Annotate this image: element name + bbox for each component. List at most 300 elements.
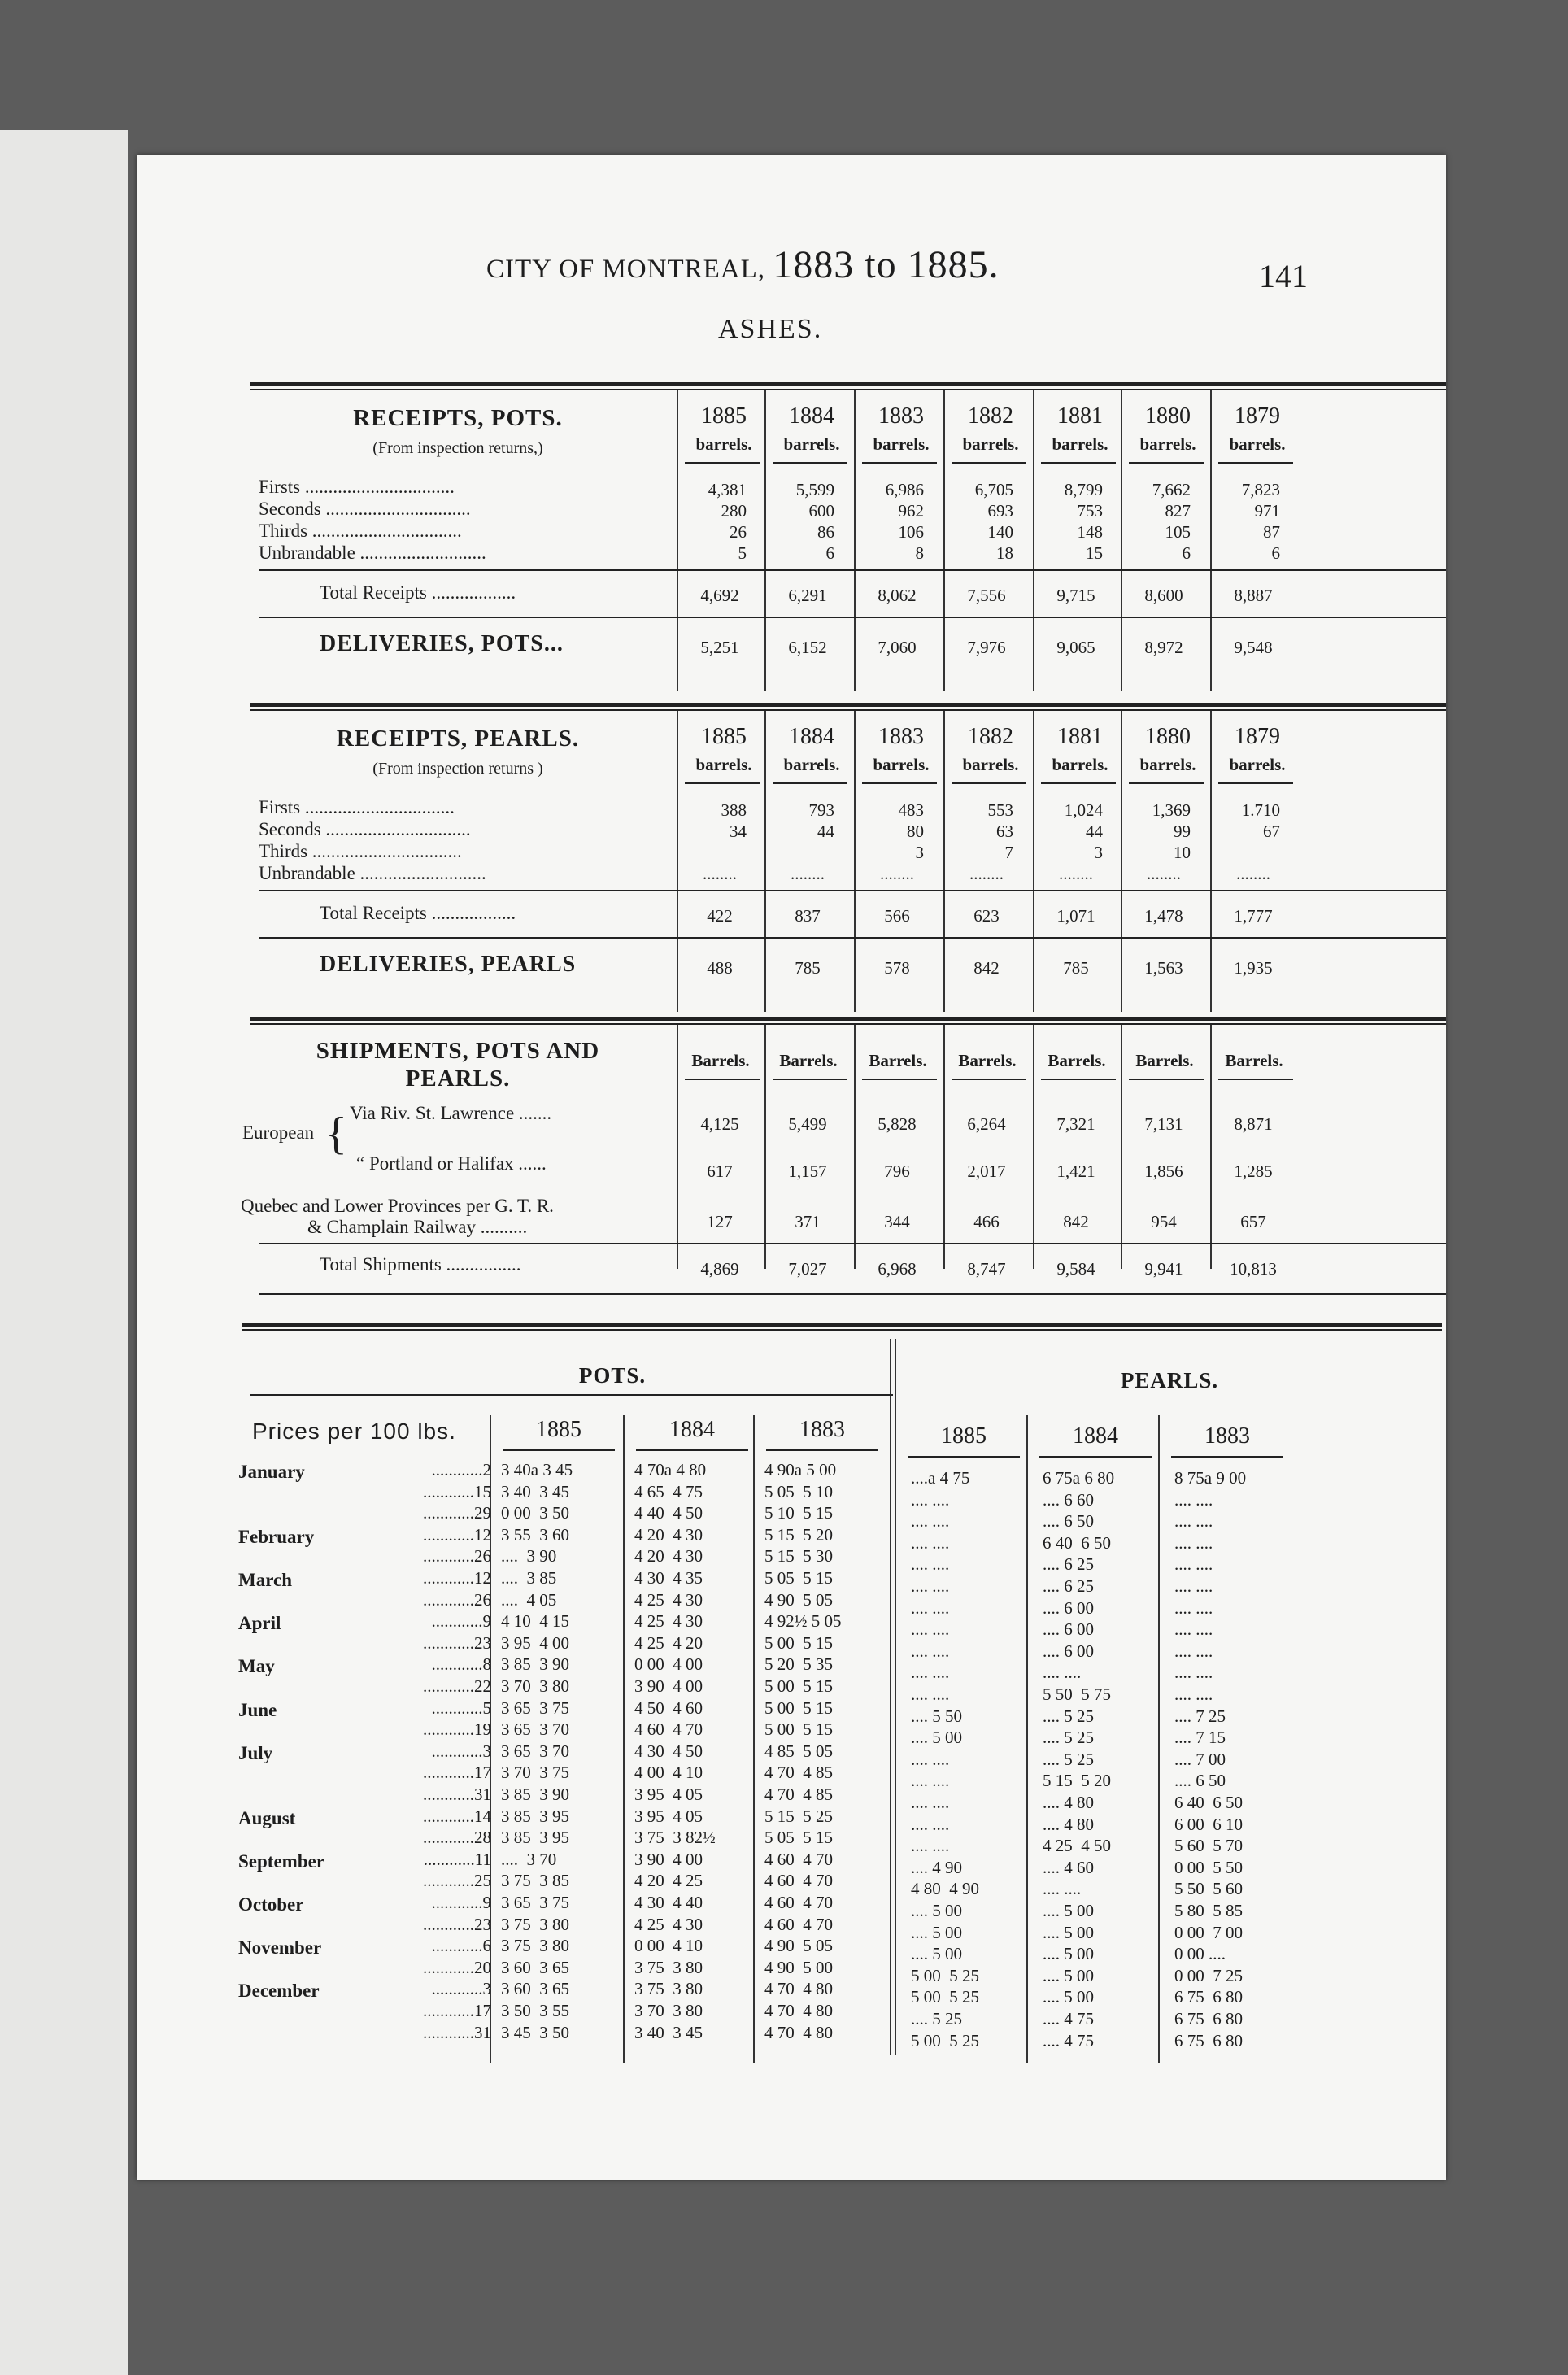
- receipts_pots-subtitle: (From inspection returns,): [372, 439, 543, 457]
- receipts_pearls-cell: 67: [1263, 821, 1280, 841]
- pots-price-cell: 3 65 3 70: [501, 1719, 569, 1740]
- receipts_pots-total: 8,600: [1144, 586, 1183, 605]
- pots-price-cell: 3 70 3 80: [501, 1676, 569, 1696]
- pots-price-cell: 3 95 4 00: [501, 1632, 569, 1653]
- shipments-unit: Barrels.: [958, 1051, 1017, 1070]
- pearls-year-underline: [1171, 1456, 1283, 1458]
- receipts_pots-total-label: Total Receipts ..................: [320, 582, 516, 603]
- receipts_pots-cell: 8: [915, 543, 924, 563]
- pots-price-cell: 3 40 3 45: [501, 1481, 569, 1501]
- price-day: ............20: [423, 1957, 491, 1977]
- shipment-cell: 127: [707, 1212, 733, 1231]
- shipments-unit-underline: [685, 1079, 760, 1080]
- pots-price-cell: 4 30 4 40: [634, 1893, 703, 1912]
- receipts_pearls-unit: barrels.: [695, 755, 752, 774]
- receipts_pearls-cell: 34: [730, 821, 747, 841]
- pots-pearls-divider: [890, 1339, 891, 2055]
- pearls-price-cell: .... 5 25: [1043, 1728, 1094, 1748]
- pots-price-cell: 5 00 5 15: [764, 1719, 833, 1740]
- pearls-price-cell: 6 75 6 80: [1174, 1987, 1243, 2007]
- receipts_pots-cell: 4,381: [708, 480, 747, 499]
- shipments-unit: Barrels.: [1048, 1051, 1106, 1070]
- pearls-price-cell: .... ....: [911, 1554, 950, 1575]
- price-day: ............3: [431, 1979, 491, 1999]
- receipts_pearls-delivery: 578: [884, 958, 910, 978]
- pots-price-cell: 4 25 4 30: [634, 1914, 703, 1934]
- receipts_pearls-row-label-unbrandable: Unbrandable ...........................: [259, 863, 486, 883]
- receipts_pearls-unit: barrels.: [1229, 755, 1286, 774]
- pots-price-cell: 4 70a 4 80: [634, 1460, 707, 1479]
- receipts_pots-unit-underline: [862, 462, 937, 464]
- pearls-price-cell: .... 6 25: [1043, 1576, 1094, 1596]
- pots-price-cell: 5 05 5 15: [764, 1828, 833, 1848]
- receipts_pearls-deliveries-label: DELIVERIES, PEARLS: [320, 952, 577, 977]
- receipts_pearls-delivery: 488: [707, 958, 733, 978]
- receipts_pearls-total: 837: [795, 906, 821, 926]
- price-month-april: April: [238, 1613, 281, 1634]
- pots-price-cell: 4 60 4 70: [764, 1849, 833, 1869]
- pots-price-cell: 4 25 4 20: [634, 1632, 703, 1653]
- receipts_pearls-col-rule: [1121, 711, 1122, 1012]
- price-day: ............25: [423, 1871, 491, 1891]
- shipments-total: 6,968: [878, 1259, 917, 1279]
- receipts_pearls-unit: barrels.: [962, 755, 1019, 774]
- receipts_pearls-row-label-seconds: Seconds ...............................: [259, 819, 471, 839]
- receipts_pearls-cell: 10: [1174, 843, 1191, 862]
- shipments-total: 9,941: [1144, 1259, 1183, 1279]
- receipts_pots-col-rule: [1210, 390, 1212, 691]
- receipts_pots-cell: 6: [825, 543, 834, 563]
- pots-price-cell: 4 90 5 05: [764, 1589, 833, 1610]
- receipts_pots-total-rule: [259, 569, 1446, 571]
- pearls-price-cell: .... 6 00: [1043, 1641, 1094, 1661]
- pearls-price-cell: .... 4 90: [911, 1857, 962, 1877]
- receipts_pots-unit-underline: [1041, 462, 1116, 464]
- pearls-price-cell: .... ....: [911, 1749, 950, 1769]
- receipts_pearls-col-rule: [854, 711, 856, 1012]
- price-month-january: January: [238, 1462, 305, 1482]
- receipts_pots-year-1883: 1883: [878, 403, 924, 429]
- pots-price-cell: 4 00 4 10: [634, 1763, 703, 1783]
- pearls-year-underline: [1039, 1456, 1152, 1458]
- pearls-price-cell: ....a 4 75: [911, 1468, 970, 1488]
- receipts_pots-cell: 148: [1077, 522, 1103, 542]
- shipment-cell: 344: [884, 1212, 910, 1231]
- pots-year-underline: [503, 1449, 615, 1451]
- price-day: ............14: [423, 1806, 491, 1826]
- receipts_pots-delivery: 6,152: [788, 638, 827, 657]
- prices-top-rule-2: [242, 1329, 1442, 1331]
- receipts_pearls-delivery: 785: [795, 958, 821, 978]
- shipment-cell: 1,157: [788, 1161, 827, 1181]
- price-month-september: September: [238, 1850, 325, 1872]
- receipts_pearls-total: 1,071: [1056, 906, 1095, 926]
- price-day: ............15: [423, 1481, 491, 1501]
- pots-price-cell: 3 60 3 65: [501, 1957, 569, 1977]
- pots-price-cell: .... 3 90: [501, 1546, 557, 1567]
- pots-price-cell: 3 85 3 90: [501, 1785, 569, 1804]
- pots-price-cell: 4 30 4 35: [634, 1568, 703, 1588]
- pearls-price-cell: .... ....: [1174, 1511, 1213, 1532]
- receipts_pearls-cell: 7: [1004, 843, 1013, 862]
- receipts_pearls-total: 1,777: [1234, 906, 1273, 926]
- shipment-cell: 5,828: [878, 1114, 917, 1134]
- pots-price-cell: 3 45 3 50: [501, 2022, 569, 2042]
- receipts_pearls-col-rule: [1033, 711, 1034, 1012]
- receipts_pearls-unit-underline: [685, 782, 760, 784]
- pearls-price-cell: 5 50 5 75: [1043, 1684, 1111, 1704]
- pots-price-cell: 5 20 5 35: [764, 1654, 833, 1675]
- pearls-price-cell: .... 5 00: [1043, 1987, 1094, 2007]
- receipts_pots-cell: 26: [730, 522, 747, 542]
- price-day: ............29: [423, 1503, 491, 1523]
- pots-price-cell: 4 70 4 80: [764, 2022, 833, 2042]
- pearls-price-cell: .... 5 25: [911, 2009, 962, 2029]
- receipts_pots-cell: 15: [1086, 543, 1103, 563]
- pearls-price-cell: .... ....: [911, 1793, 950, 1812]
- shipments-unit: Barrels.: [869, 1051, 927, 1070]
- pots-price-cell: 3 85 3 95: [501, 1806, 569, 1826]
- price-day: ............6: [431, 1936, 491, 1956]
- pots-price-cell: 3 75 3 80: [634, 1957, 703, 1977]
- pots-price-cell: 4 70 4 80: [764, 1979, 833, 1999]
- pearls-price-cell: .... 6 00: [1043, 1619, 1094, 1640]
- receipts_pearls-delivery: 842: [973, 958, 1000, 978]
- pearls-price-cell: .... 5 25: [1043, 1706, 1094, 1726]
- shipments-total-rule: [259, 1243, 1446, 1244]
- receipts_pots-year-1884: 1884: [789, 403, 834, 429]
- pots-price-cell: 5 15 5 25: [764, 1806, 833, 1826]
- receipts_pearls-year-1879: 1879: [1235, 724, 1280, 749]
- receipts_pots-deliveries-label: DELIVERIES, POTS...: [320, 631, 564, 656]
- shipments-unit: Barrels.: [691, 1051, 750, 1070]
- pots-price-cell: 3 75 3 82½: [634, 1828, 716, 1848]
- pots-heading: POTS.: [578, 1363, 647, 1388]
- pots-year-1885: 1885: [536, 1417, 581, 1442]
- receipts_pearls-unit-underline: [952, 782, 1026, 784]
- pearls-price-cell: .... ....: [911, 1814, 950, 1834]
- receipts_pots-cell: 8,799: [1064, 480, 1103, 499]
- pearls-price-cell: .... ....: [1174, 1489, 1213, 1510]
- receipts_pearls-delivery: 785: [1063, 958, 1089, 978]
- pots-year-1884: 1884: [669, 1417, 715, 1442]
- receipts_pearls-year-1882: 1882: [968, 724, 1013, 749]
- receipts_pearls-col-rule: [677, 711, 678, 1012]
- receipts_pearls-subtitle: (From inspection returns ): [372, 760, 543, 778]
- pearls-price-cell: 8 75a 9 00: [1174, 1468, 1247, 1488]
- price-day: ............9: [431, 1611, 491, 1632]
- pearls-price-cell: 6 40 6 50: [1043, 1532, 1111, 1553]
- receipts_pearls-unit-underline: [1041, 782, 1116, 784]
- receipts_pots-unit-underline: [685, 462, 760, 464]
- receipts_pearls-unit-underline: [1129, 782, 1204, 784]
- receipts_pearls-total-rule: [259, 890, 1446, 891]
- price-month-march: March: [238, 1570, 293, 1590]
- receipts_pots-unit-underline: [1218, 462, 1293, 464]
- pots-price-cell: 3 75 3 80: [501, 1936, 569, 1956]
- receipts_pearls-cell: 80: [907, 821, 924, 841]
- receipts_pearls-cell: 1.710: [1241, 800, 1280, 820]
- shipments-total: 8,747: [967, 1259, 1006, 1279]
- pearls-year-1884: 1884: [1073, 1423, 1118, 1449]
- price-day: ............3: [431, 1741, 491, 1761]
- receipts_pearls-cell: 3: [915, 843, 924, 862]
- receipts_pearls-col-rule: [764, 711, 766, 1012]
- pearls-price-cell: .... 7 15: [1174, 1728, 1226, 1748]
- pearls-price-cell: .... ....: [1174, 1554, 1213, 1575]
- shipments-top-rule-2: [250, 1023, 1446, 1025]
- pots-price-cell: 3 90 4 00: [634, 1849, 703, 1869]
- price-month-may: May: [238, 1656, 275, 1677]
- pearls-price-cell: 5 00 5 25: [911, 1965, 979, 1985]
- receipts_pots-cell: 6: [1271, 543, 1280, 563]
- receipts_pearls-year-1885: 1885: [701, 724, 747, 749]
- pots-price-cell: 4 60 4 70: [634, 1719, 703, 1740]
- receipts_pearls-cell-blank: ........: [791, 864, 825, 883]
- pots-price-cell: 3 90 4 00: [634, 1676, 703, 1696]
- receipts_pots-year-1885: 1885: [701, 403, 747, 429]
- shipment-cell: 617: [707, 1161, 733, 1181]
- receipts_pearls-unit: barrels.: [783, 755, 840, 774]
- pearls-year-underline: [908, 1456, 1020, 1458]
- pearls-price-cell: 5 80 5 85: [1174, 1901, 1243, 1920]
- shipments-unit: Barrels.: [1135, 1051, 1194, 1070]
- pots-price-cell: 5 15 5 20: [764, 1524, 833, 1545]
- pearls-price-cell: .... 5 00: [911, 1922, 962, 1942]
- receipts_pearls-cell-blank: ........: [1059, 864, 1093, 883]
- receipts_pots-col-rule: [764, 390, 766, 691]
- price-day: ............17: [423, 2001, 491, 2020]
- receipts_pearls-cell: 99: [1174, 821, 1191, 841]
- receipts_pearls-cell: 44: [1086, 821, 1103, 841]
- shipment-cell: 8,871: [1234, 1114, 1273, 1134]
- shipment-cell: 4,125: [700, 1114, 739, 1134]
- receipts_pearls-year-1883: 1883: [878, 724, 924, 749]
- pearls-price-cell: .... ....: [911, 1684, 950, 1704]
- shipment-cell: 6,264: [967, 1114, 1006, 1134]
- receipts_pearls-top-rule-2: [250, 709, 1446, 711]
- pearls-price-cell: 5 60 5 70: [1174, 1836, 1243, 1856]
- pearls-price-cell: .... 6 60: [1043, 1489, 1094, 1510]
- receipts_pearls-total: 422: [707, 906, 733, 926]
- receipts_pots-cell: 105: [1165, 522, 1191, 542]
- receipts_pots-unit: barrels.: [1229, 434, 1286, 454]
- receipts_pearls-unit: barrels.: [1052, 755, 1108, 774]
- pots-price-cell: 5 00 5 15: [764, 1697, 833, 1718]
- receipts_pearls-cell-blank: ........: [1147, 864, 1181, 883]
- receipts_pots-cell: 753: [1077, 501, 1103, 521]
- pearls-price-cell: .... ....: [1043, 1879, 1082, 1899]
- pots-price-cell: .... 3 70: [501, 1849, 557, 1869]
- receipts_pearls-top-rule: [250, 703, 1446, 707]
- price-day: ............31: [423, 1785, 491, 1804]
- receipts_pots-top-rule: [250, 382, 1446, 386]
- european-brace: {: [325, 1109, 347, 1159]
- price-month-december: December: [238, 1981, 320, 2002]
- shipments-title-2: PEARLS.: [405, 1065, 511, 1092]
- pearls-price-cell: .... 5 00: [911, 1901, 962, 1920]
- pots-price-cell: 3 65 3 75: [501, 1697, 569, 1718]
- receipts_pots-row-label-thirds: Thirds ................................: [259, 521, 462, 541]
- pots-price-cell: 5 05 5 15: [764, 1568, 833, 1588]
- pearls-price-cell: 5 15 5 20: [1043, 1771, 1111, 1791]
- prices-label: Prices per 100 lbs.: [252, 1418, 456, 1444]
- pots-price-cell: 3 55 3 60: [501, 1524, 569, 1545]
- receipts_pots-delivery: 5,251: [700, 638, 739, 657]
- pots-price-cell: 4 25 4 30: [634, 1611, 703, 1632]
- receipts_pots-unit: barrels.: [783, 434, 840, 454]
- pearls-price-cell: .... 4 80: [1043, 1793, 1094, 1812]
- shipments-title-1: SHIPMENTS, POTS AND: [316, 1038, 600, 1064]
- receipts_pots-delivery: 9,065: [1056, 638, 1095, 657]
- pots-price-cell: 4 60 4 70: [764, 1914, 833, 1934]
- pots-price-cell: 3 85 3 95: [501, 1828, 569, 1848]
- pearls-price-cell: 4 80 4 90: [911, 1879, 979, 1899]
- pots-price-cell: 4 90 5 05: [764, 1936, 833, 1956]
- receipts_pearls-cell: 1,369: [1152, 800, 1191, 820]
- receipts_pearls-deliveries-rule: [259, 937, 1446, 939]
- pearls-price-cell: 5 00 5 25: [911, 2030, 979, 2050]
- shipment-cell: 1,856: [1144, 1161, 1183, 1181]
- receipts_pots-title: RECEIPTS, POTS.: [353, 405, 563, 431]
- receipts_pots-cell: 106: [898, 522, 924, 542]
- receipts_pearls-unit: barrels.: [873, 755, 930, 774]
- price-month-november: November: [238, 1937, 322, 1959]
- shipment-row-label-2: & Champlain Railway ..........: [307, 1217, 528, 1237]
- pearls-price-cell: 0 00 7 00: [1174, 1922, 1243, 1942]
- pearls-price-cell: .... ....: [911, 1597, 950, 1618]
- pearls-price-cell: .... 5 00: [1043, 1901, 1094, 1920]
- receipts_pearls-year-1881: 1881: [1057, 724, 1103, 749]
- pearls-price-cell: 6 75 6 80: [1174, 2030, 1243, 2050]
- pots-price-cell: 4 20 4 30: [634, 1524, 703, 1545]
- receipts_pearls-cell-blank: ........: [880, 864, 914, 883]
- receipts_pots-cell: 5: [738, 543, 747, 563]
- pots-price-cell: 4 85 5 05: [764, 1741, 833, 1761]
- pots-year-underline: [766, 1449, 878, 1451]
- price-day: ............26: [423, 1589, 491, 1610]
- shipment-cell: 1,421: [1056, 1161, 1095, 1181]
- pearls-price-cell: .... ....: [911, 1641, 950, 1661]
- shipment-cell: 954: [1151, 1212, 1177, 1231]
- shipment-row-label: Via Riv. St. Lawrence .......: [350, 1103, 552, 1123]
- pearls-price-cell: .... ....: [1174, 1597, 1213, 1618]
- receipts_pots-cell: 18: [996, 543, 1013, 563]
- receipts_pots-cell: 140: [987, 522, 1013, 542]
- prices-top-rule: [242, 1323, 1442, 1327]
- pots-price-cell: 4 40 4 50: [634, 1503, 703, 1523]
- pearls-price-cell: 6 00 6 10: [1174, 1814, 1243, 1834]
- receipts_pearls-delivery: 1,563: [1144, 958, 1183, 978]
- receipts_pearls-cell: 63: [996, 821, 1013, 841]
- receipts_pearls-cell-blank: ........: [969, 864, 1004, 883]
- pots-price-cell: 3 50 3 55: [501, 2001, 569, 2020]
- receipts_pearls-col-rule: [1210, 711, 1212, 1012]
- receipts_pots-cell: 86: [817, 522, 834, 542]
- pearls-price-cell: .... ....: [1174, 1532, 1213, 1553]
- shipment-row-label: Quebec and Lower Provinces per G. T. R.: [241, 1196, 554, 1216]
- pearls-price-cell: .... 6 50: [1043, 1511, 1094, 1532]
- price-day: ............2: [431, 1460, 491, 1479]
- shipments-total: 10,813: [1230, 1259, 1277, 1279]
- pearls-price-cell: .... 5 25: [1043, 1749, 1094, 1769]
- receipts_pots-delivery: 8,972: [1144, 638, 1183, 657]
- receipts_pots-unit: barrels.: [873, 434, 930, 454]
- pots-year-underline: [636, 1449, 748, 1451]
- receipts_pots-top-rule-2: [250, 389, 1446, 390]
- receipts_pots-total: 6,291: [788, 586, 827, 605]
- pots-price-cell: .... 4 05: [501, 1589, 557, 1610]
- pots-price-cell: 4 65 4 75: [634, 1481, 703, 1501]
- pearls-price-cell: .... ....: [1043, 1662, 1082, 1683]
- pearls-price-cell: .... ....: [911, 1619, 950, 1640]
- shipments-unit: Barrels.: [779, 1051, 838, 1070]
- shipments-top-rule: [250, 1017, 1446, 1021]
- pearls-price-cell: 6 40 6 50: [1174, 1793, 1243, 1812]
- receipts_pots-unit: barrels.: [695, 434, 752, 454]
- price-day: ............23: [423, 1914, 491, 1934]
- pots-price-cell: 5 05 5 10: [764, 1481, 833, 1501]
- pearls-price-cell: .... 6 50: [1174, 1771, 1226, 1791]
- price-day: ............31: [423, 2022, 491, 2042]
- receipts_pearls-unit-underline: [773, 782, 847, 784]
- receipts_pearls-cell: 44: [817, 821, 834, 841]
- pearls-price-cell: .... ....: [911, 1511, 950, 1532]
- receipts_pearls-delivery: 1,935: [1234, 958, 1273, 978]
- receipts_pots-year-1881: 1881: [1057, 403, 1103, 429]
- pearls-price-cell: .... 4 75: [1043, 2009, 1094, 2029]
- receipts_pots-total: 9,715: [1056, 586, 1095, 605]
- pots-price-cell: 4 50 4 60: [634, 1697, 703, 1718]
- running-head-years: 1883 to 1885.: [773, 243, 1000, 286]
- pots-price-cell: 3 65 3 75: [501, 1893, 569, 1912]
- price-month-february: February: [238, 1526, 315, 1547]
- receipts_pots-col-rule: [1033, 390, 1034, 691]
- receipts_pearls-cell: 793: [808, 800, 834, 820]
- price-day: ............8: [431, 1654, 491, 1675]
- document-page: [137, 155, 1446, 2180]
- receipts_pots-total: 4,692: [700, 586, 739, 605]
- receipts_pots-cell: 5,599: [795, 480, 834, 499]
- pearls-price-cell: 4 25 4 50: [1043, 1836, 1111, 1856]
- shipments-unit-underline: [1129, 1079, 1204, 1080]
- pots-price-cell: 4 60 4 70: [764, 1871, 833, 1891]
- pots-heading-rule: [250, 1394, 893, 1396]
- shipments-unit-underline: [1041, 1079, 1116, 1080]
- pearls-price-cell: 0 00 5 50: [1174, 1857, 1243, 1877]
- receipts_pots-deliveries-rule: [259, 617, 1446, 618]
- price-day: ............11: [423, 1849, 491, 1869]
- price-day: ............12: [423, 1524, 491, 1545]
- receipts_pots-cell: 600: [808, 501, 834, 521]
- pots-price-cell: 5 10 5 15: [764, 1503, 833, 1523]
- pearls-year-1885: 1885: [941, 1423, 987, 1449]
- pearls-price-cell: .... 4 75: [1043, 2030, 1094, 2050]
- pearls-price-cell: .... 4 60: [1043, 1857, 1094, 1877]
- pots-price-cell: 5 15 5 30: [764, 1546, 833, 1567]
- receipts_pearls-total: 623: [973, 906, 1000, 926]
- receipts_pearls-year-1880: 1880: [1145, 724, 1191, 749]
- receipts_pots-cell: 6: [1182, 543, 1191, 563]
- receipts_pots-cell: 87: [1263, 522, 1280, 542]
- pearls-year-1883: 1883: [1204, 1423, 1250, 1449]
- shipments-bottom-rule: [259, 1293, 1446, 1295]
- receipts_pearls-total: 566: [884, 906, 910, 926]
- receipts_pots-total: 8,062: [878, 586, 917, 605]
- receipts_pearls-row-label-thirds: Thirds ................................: [259, 841, 462, 861]
- shipment-cell: 1,285: [1234, 1161, 1273, 1181]
- pots-price-cell: 3 40a 3 45: [501, 1460, 573, 1479]
